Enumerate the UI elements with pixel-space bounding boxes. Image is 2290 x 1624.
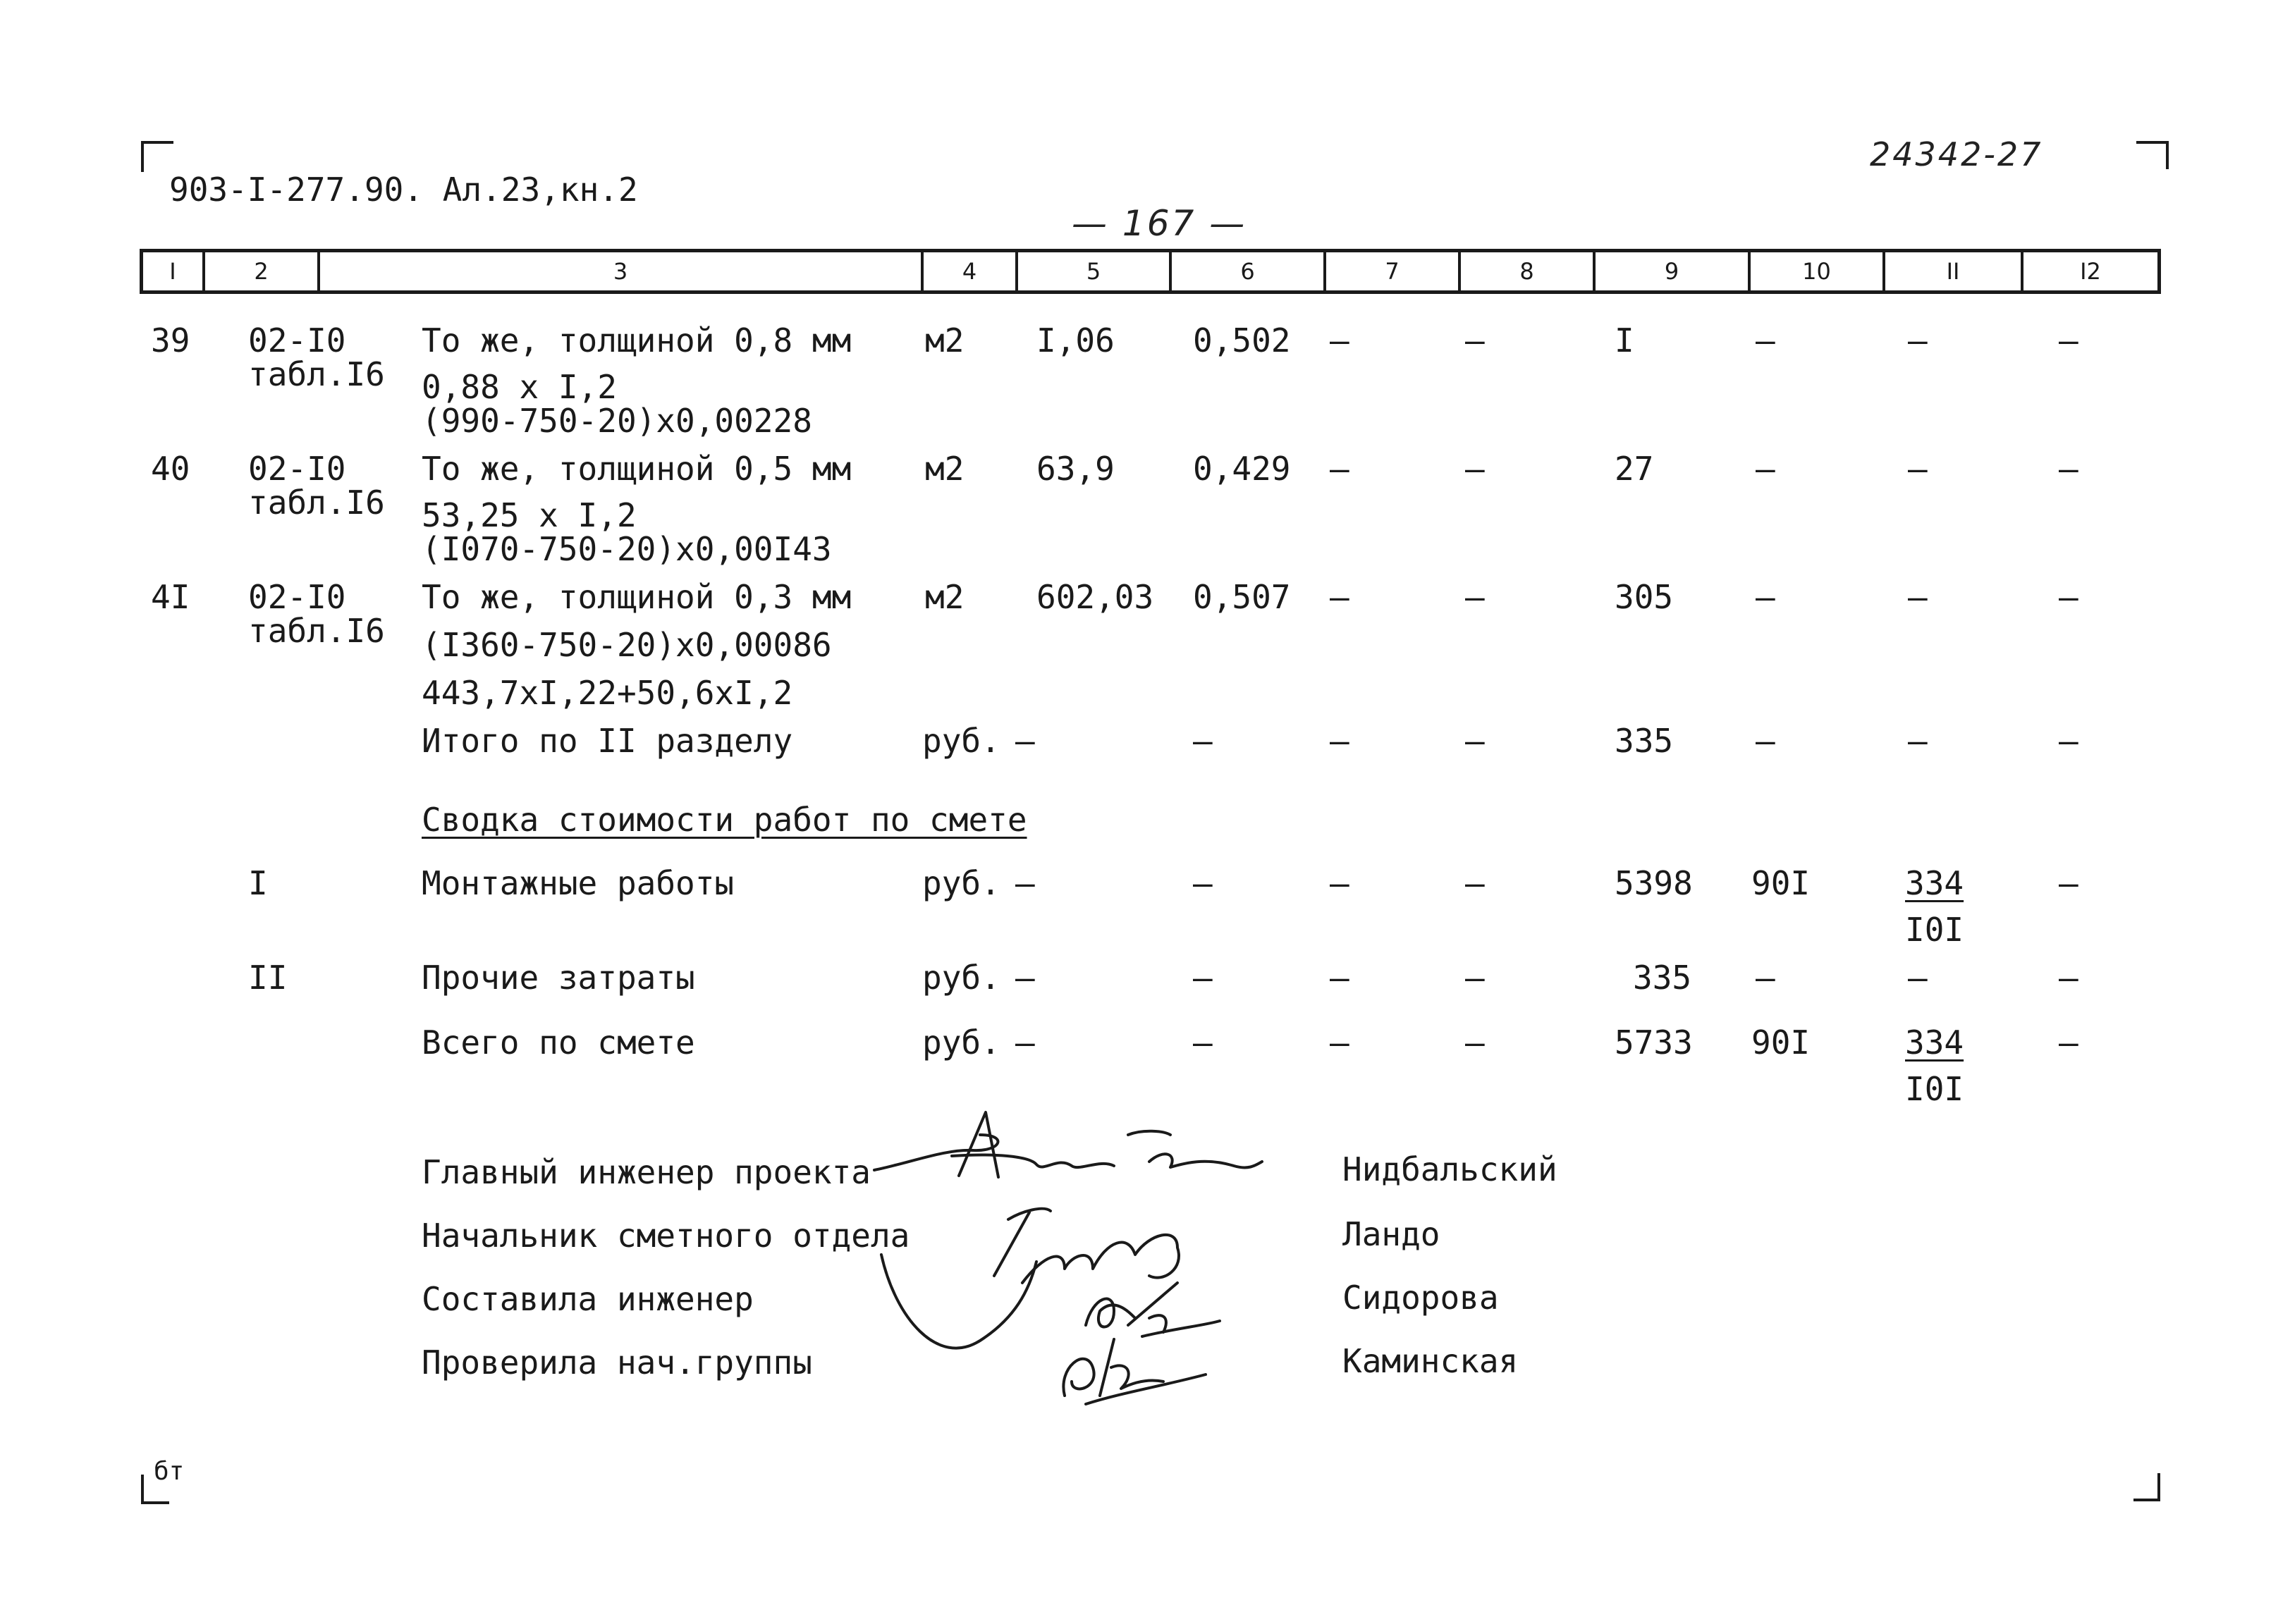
summary-row-col9: 335 — [1633, 959, 1692, 997]
summary-row-col12: – — [2059, 864, 2078, 902]
signature-name: Каминская — [1342, 1342, 1519, 1380]
section-total-col10: – — [1756, 722, 1775, 760]
row-calc-line: 53,25 х I,2 — [422, 496, 637, 534]
row-col7: – — [1330, 578, 1349, 616]
row-table-ref: табл.I6 — [248, 355, 385, 393]
column-header: 10 — [1748, 252, 1882, 290]
column-header: 3 — [317, 252, 921, 290]
row-unit: м2 — [925, 578, 965, 616]
summary-row-col6: – — [1193, 864, 1213, 902]
row-number: 4I — [151, 578, 190, 616]
summary-row-col11-top: 334 — [1905, 1023, 1964, 1062]
summary-row-col8: – — [1465, 864, 1485, 902]
summary-row-col5: – — [1015, 864, 1035, 902]
summary-row-col10: – — [1756, 959, 1775, 997]
signature-name: Сидорова — [1342, 1279, 1499, 1317]
signature-role: Составила инженер — [422, 1280, 754, 1318]
row-unit: м2 — [925, 321, 965, 359]
row-col12: – — [2059, 321, 2078, 359]
column-header: 9 — [1593, 252, 1748, 290]
summary-row-col7: – — [1330, 959, 1349, 997]
row-col5: 63,9 — [1036, 450, 1115, 488]
summary-row-col10: 90I — [1751, 1023, 1811, 1062]
summary-row-unit: руб. — [922, 959, 1000, 997]
row-col10: – — [1756, 450, 1775, 488]
summary-row-label: Всего по смете — [422, 1023, 695, 1062]
corner-mark-bottom-right — [2133, 1473, 2160, 1501]
row-unit: м2 — [925, 450, 965, 488]
archive-number: 24342-27 — [1870, 135, 2043, 173]
summary-row-col9: 5398 — [1615, 864, 1693, 902]
row-col10: – — [1756, 321, 1775, 359]
row-col5: I,06 — [1036, 321, 1115, 359]
row-description: То же, толщиной 0,3 мм — [422, 578, 852, 616]
summary-row-col9: 5733 — [1615, 1023, 1693, 1062]
signature-role: Начальник сметного отдела — [422, 1217, 910, 1255]
column-header: 5 — [1015, 252, 1169, 290]
column-header: II — [1882, 252, 2021, 290]
column-header: 2 — [202, 252, 317, 290]
summary-row-unit: руб. — [922, 1023, 1000, 1062]
summary-row-col11-top: – — [1908, 959, 1928, 997]
summary-row-label: Монтажные работы — [422, 864, 735, 902]
row-description: То же, толщиной 0,8 мм — [422, 321, 852, 359]
summary-row-number: I — [248, 864, 268, 902]
row-col7: – — [1330, 450, 1349, 488]
section-total-col9: 335 — [1615, 722, 1674, 760]
row-col8: – — [1465, 578, 1485, 616]
column-header: 7 — [1323, 252, 1458, 290]
row-col5: 602,03 — [1036, 578, 1154, 616]
corner-mark-top-right — [2136, 141, 2169, 169]
summary-row-col12: – — [2059, 1023, 2078, 1062]
summary-row-col5: – — [1015, 1023, 1035, 1062]
summary-row-col11-bottom: I0I — [1905, 911, 1964, 949]
summary-row-col8: – — [1465, 1023, 1485, 1062]
signature-name: Нидбальский — [1342, 1150, 1557, 1188]
summary-row-number: II — [248, 959, 288, 997]
row-table-ref: табл.I6 — [248, 484, 385, 522]
summary-row-unit: руб. — [922, 864, 1000, 902]
column-header: I2 — [2021, 252, 2157, 290]
row-code: 02-I0 — [248, 450, 346, 488]
signature-name: Ландо — [1342, 1215, 1440, 1253]
summary-row-col11-bottom: I0I — [1905, 1070, 1964, 1108]
section-total-unit: руб. — [922, 722, 1000, 760]
row-col7: – — [1330, 321, 1349, 359]
section-total-col6: – — [1193, 722, 1213, 760]
row-col11: – — [1908, 321, 1928, 359]
row-col6: 0,502 — [1193, 321, 1291, 359]
summary-row-col10: 90I — [1751, 864, 1811, 902]
column-header: 4 — [921, 252, 1015, 290]
row-col11: – — [1908, 578, 1928, 616]
summary-row-col6: – — [1193, 1023, 1213, 1062]
column-header: I — [169, 258, 176, 285]
row-calc-line: (I070-750-20)х0,00I43 — [422, 530, 832, 568]
row-code: 02-I0 — [248, 321, 346, 359]
row-code: 02-I0 — [248, 578, 346, 616]
page-number: — 167 — — [1072, 203, 1247, 244]
document-code: 903-I-277.90. Ал.23,кн.2 — [169, 171, 638, 209]
signature-role: Главный инженер проекта — [422, 1153, 871, 1191]
row-calc-line: 0,88 х I,2 — [422, 368, 617, 406]
row-col8: – — [1465, 321, 1485, 359]
row-col11: – — [1908, 450, 1928, 488]
row-calc-line: 443,7хI,22+50,6хI,2 — [422, 674, 793, 712]
summary-row-col7: – — [1330, 1023, 1349, 1062]
section-total-label: Итого по II разделу — [422, 722, 793, 760]
summary-row-label: Прочие затраты — [422, 959, 695, 997]
row-col6: 0,507 — [1193, 578, 1291, 616]
section-total-col11: – — [1908, 722, 1928, 760]
section-total-col5: – — [1015, 722, 1035, 760]
row-col8: – — [1465, 450, 1485, 488]
summary-row-col12: – — [2059, 959, 2078, 997]
handwritten-signature-group-head — [1043, 1325, 1213, 1410]
row-col6: 0,429 — [1193, 450, 1291, 488]
handwritten-signature-chief-engineer — [867, 1107, 1262, 1198]
signature-role: Проверила нач.группы — [422, 1343, 812, 1382]
section-total-col7: – — [1330, 722, 1349, 760]
row-col12: – — [2059, 450, 2078, 488]
row-description: То же, толщиной 0,5 мм — [422, 450, 852, 488]
section-total-col8: – — [1465, 722, 1485, 760]
summary-row-col6: – — [1193, 959, 1213, 997]
summary-row-col5: – — [1015, 959, 1035, 997]
summary-row-col7: – — [1330, 864, 1349, 902]
row-calc-line: (I360-750-20)х0,00086 — [422, 626, 832, 664]
row-col9: I — [1615, 321, 1634, 359]
row-col9: 27 — [1615, 450, 1654, 488]
row-col12: – — [2059, 578, 2078, 616]
row-number: 39 — [151, 321, 190, 359]
footer-mark: бт — [154, 1457, 185, 1486]
summary-row-col11-top: 334 — [1905, 864, 1964, 902]
column-header-row — [140, 249, 2161, 294]
section-total-col12: – — [2059, 722, 2078, 760]
row-table-ref: табл.I6 — [248, 612, 385, 650]
summary-row-col8: – — [1465, 959, 1485, 997]
column-header: 6 — [1169, 252, 1323, 290]
summary-title: Сводка стоимости работ по смете — [422, 801, 1027, 839]
row-number: 40 — [151, 450, 190, 488]
row-col9: 305 — [1615, 578, 1674, 616]
column-header: 8 — [1458, 252, 1593, 290]
row-calc-line: (990-750-20)х0,00228 — [422, 402, 812, 440]
row-col10: – — [1756, 578, 1775, 616]
corner-mark-top-left — [141, 141, 173, 172]
